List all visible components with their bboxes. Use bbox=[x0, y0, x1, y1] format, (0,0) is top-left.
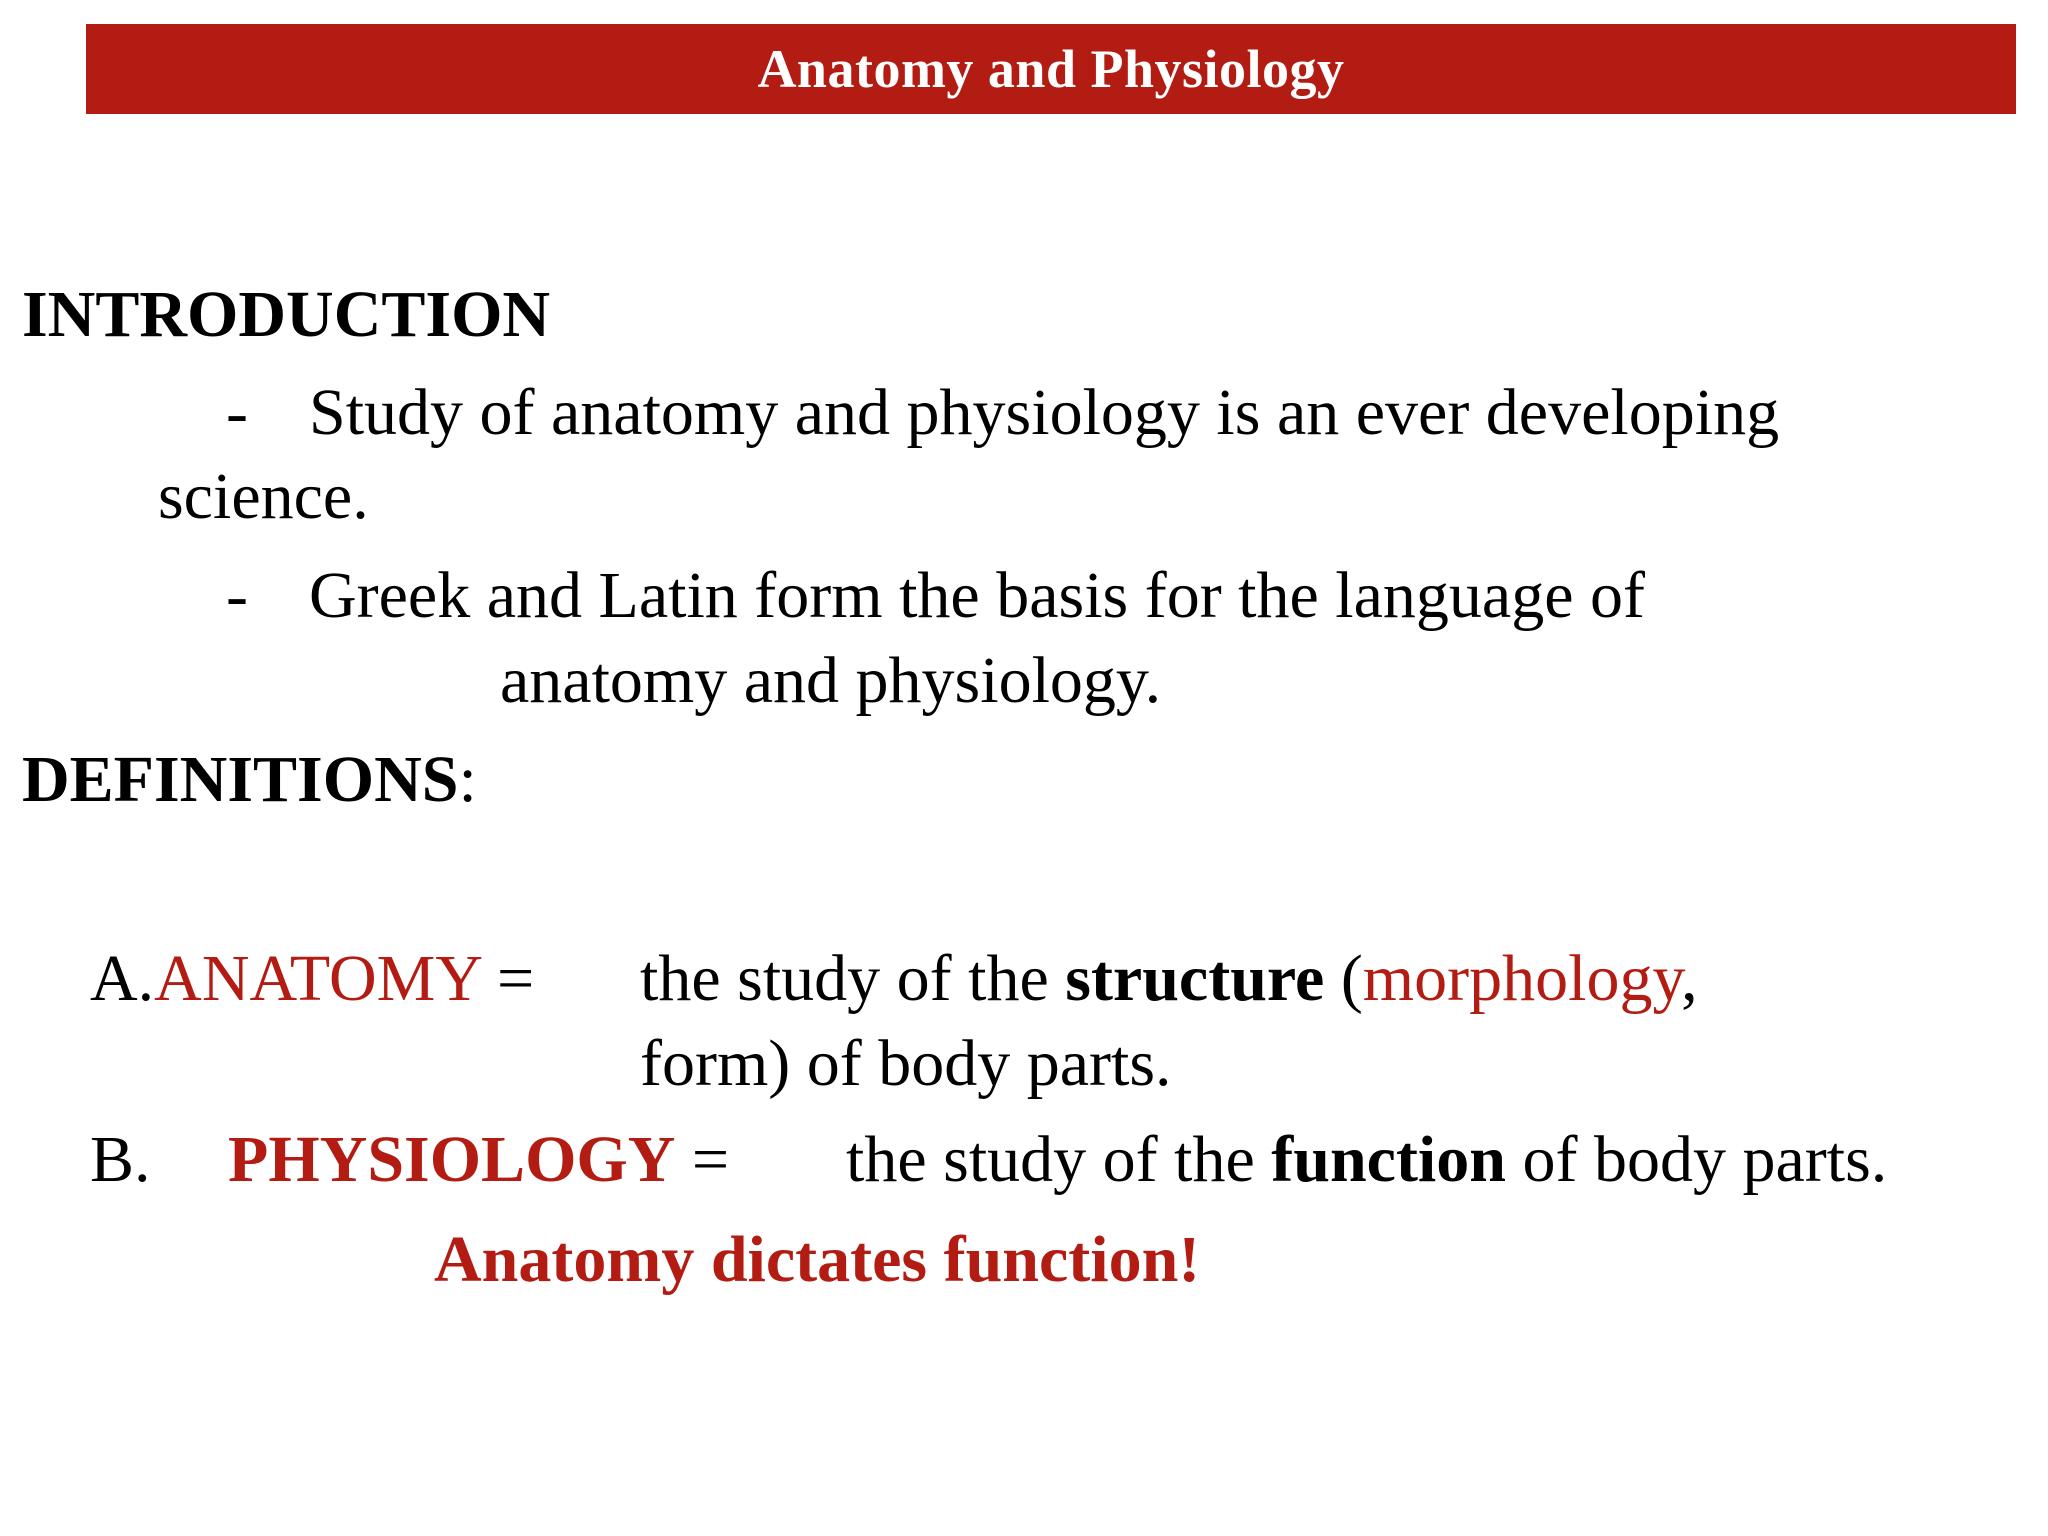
physiology-bold-word: function bbox=[1271, 1123, 1506, 1196]
bullet-dash: - bbox=[226, 376, 248, 449]
intro-bullet-2-line1: Greek and Latin form the basis for the language of bbox=[308, 559, 1646, 632]
intro-bullet-1-line2: science. bbox=[158, 460, 369, 533]
introduction-heading: INTRODUCTION bbox=[22, 278, 551, 351]
physiology-definition bbox=[846, 1123, 1888, 1196]
physiology-label bbox=[228, 1123, 730, 1196]
anatomy-bold-word: structure bbox=[1065, 942, 1325, 1015]
definitions-heading: DEFINITIONS bbox=[22, 743, 459, 816]
anatomy-definition-line1 bbox=[640, 942, 1698, 1015]
anatomy-label bbox=[90, 942, 535, 1015]
page-title: Anatomy and Physiology bbox=[757, 39, 1345, 99]
anatomy-letter: A. bbox=[90, 942, 155, 1015]
bullet-dash: - bbox=[226, 559, 248, 632]
conclusion-statement: Anatomy dictates function! bbox=[434, 1223, 1201, 1296]
anatomy-definition-line2: form) of body parts. bbox=[640, 1027, 1172, 1100]
anatomy-red-word: morphology bbox=[1362, 942, 1682, 1015]
intro-bullet-1-line1: Study of anatomy and physiology is an ever developing bbox=[308, 376, 1780, 449]
anatomy-definition-text: the study of the bbox=[640, 942, 1049, 1015]
physiology-definition-tail: of body parts. bbox=[1522, 1123, 1888, 1196]
anatomy-equals: = bbox=[497, 942, 535, 1015]
definitions-heading-row bbox=[22, 743, 477, 816]
physiology-equals: = bbox=[691, 1123, 730, 1196]
definitions-colon: : bbox=[458, 743, 477, 816]
anatomy-comma: , bbox=[1681, 942, 1698, 1015]
anatomy-paren: ( bbox=[1340, 942, 1363, 1015]
physiology-definition-text: the study of the bbox=[846, 1123, 1255, 1196]
physiology-term: PHYSIOLOGY bbox=[228, 1123, 676, 1196]
intro-bullet-2 bbox=[226, 559, 1646, 632]
intro-bullet-1 bbox=[226, 376, 1780, 449]
anatomy-term: ANATOMY bbox=[154, 942, 481, 1015]
title-bar bbox=[86, 24, 2016, 114]
intro-bullet-2-line2: anatomy and physiology. bbox=[500, 644, 1162, 717]
physiology-letter: B. bbox=[90, 1123, 151, 1196]
